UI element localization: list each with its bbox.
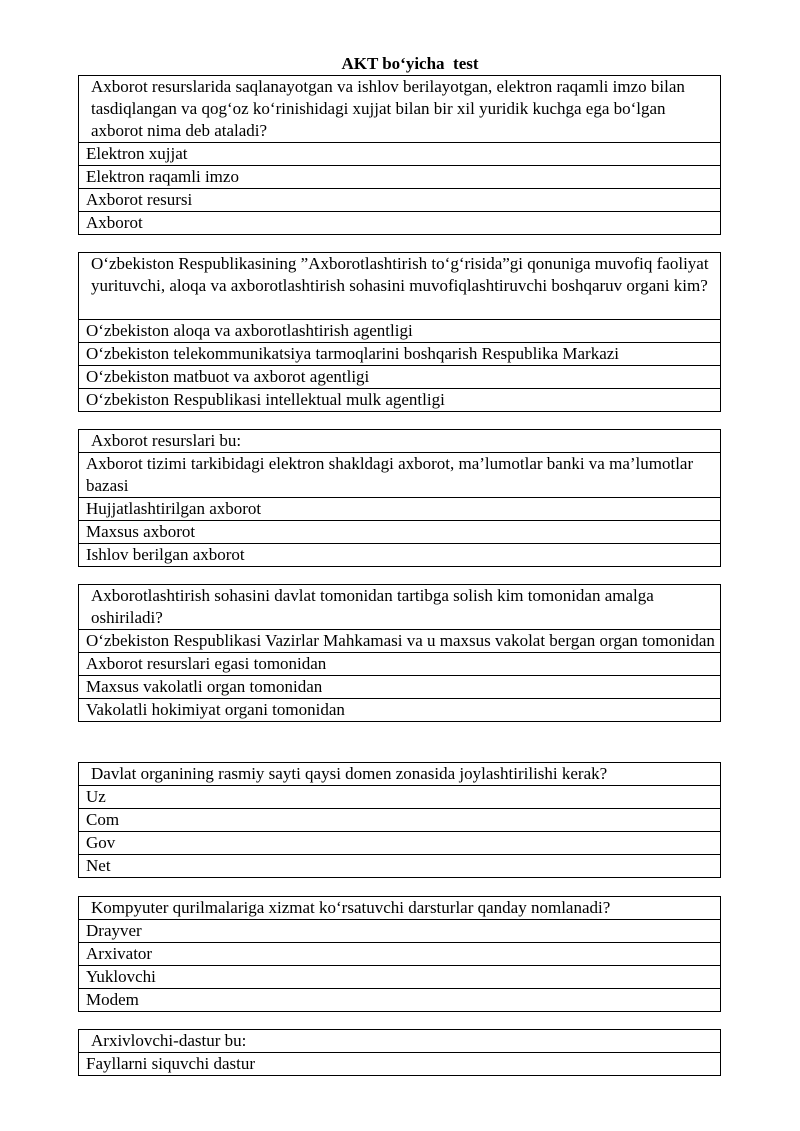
question-table [78, 1029, 721, 1076]
question-block-7 [78, 1029, 721, 1076]
answer-option: Axborot resursi [79, 189, 721, 212]
question-text: O‘zbekiston Respublikasining ”Axborotlashtirish to‘g‘risida”gi qonuniga muvofiq faoliyat yurituvchi, aloqa va axborotlashtirish sohasini muvofiqlashtiruvchi boshqaruv organi kim? [79, 253, 721, 320]
question-block-1 [78, 75, 721, 235]
answer-option: Ishlov berilgan axborot [79, 544, 721, 567]
question-table [78, 252, 721, 412]
question-table [78, 429, 721, 567]
question-table [78, 762, 721, 878]
question-block-4 [78, 584, 721, 722]
question-text: Arxivlovchi-dastur bu: [79, 1030, 721, 1053]
answer-option: O‘zbekiston telekommunikatsiya tarmoqlarini boshqarish Respublika Markazi [79, 343, 721, 366]
question-table [78, 75, 721, 235]
question-text: Axborot resurslarida saqlanayotgan va ishlov berilayotgan, elektron raqamli imzo bilan tasdiqlangan va qog‘oz ko‘rinishidagi xujjat bilan bir xil yuridik kuchga ega bo‘lgan axborot nima deb ataladi? [79, 76, 721, 143]
question-block-6 [78, 896, 721, 1012]
question-block-2 [78, 252, 721, 412]
answer-option: Gov [79, 832, 721, 855]
question-text: Axborot resurslari bu: [79, 430, 721, 453]
answer-option: Axborot [79, 212, 721, 235]
question-block-3 [78, 429, 721, 567]
answer-option: Elektron xujjat [79, 143, 721, 166]
question-text: Davlat organining rasmiy sayti qaysi domen zonasida joylashtirilishi kerak? [79, 763, 721, 786]
answer-option: Fayllarni siquvchi dastur [79, 1053, 721, 1076]
answer-option: O‘zbekiston Respublikasi intellektual mulk agentligi [79, 389, 721, 412]
answer-option: Maxsus axborot [79, 521, 721, 544]
answer-option: Yuklovchi [79, 966, 721, 989]
question-block-5 [78, 762, 721, 878]
answer-option: O‘zbekiston Respublikasi Vazirlar Mahkamasi va u maxsus vakolat bergan organ tomonidan [79, 630, 721, 653]
answer-option: Net [79, 855, 721, 878]
answer-option: Modem [79, 989, 721, 1012]
answer-option: Axborot tizimi tarkibidagi elektron shakldagi axborot, ma’lumotlar banki va ma’lumotlar bazasi [79, 453, 721, 498]
answer-option: Arxivator [79, 943, 721, 966]
question-table [78, 584, 721, 722]
answer-option: Drayver [79, 920, 721, 943]
answer-option: Vakolatli hokimiyat organi tomonidan [79, 699, 721, 722]
answer-option: Com [79, 809, 721, 832]
answer-option: Uz [79, 786, 721, 809]
answer-option: Maxsus vakolatli organ tomonidan [79, 676, 721, 699]
question-text: Axborotlashtirish sohasini davlat tomonidan tartibga solish kim tomonidan amalga oshiriladi? [79, 585, 721, 630]
page-title: AKT bo‘yicha test [341, 54, 479, 73]
question-table [78, 896, 721, 1012]
answer-option: O‘zbekiston aloqa va axborotlashtirish agentligi [79, 320, 721, 343]
answer-option: Elektron raqamli imzo [79, 166, 721, 189]
answer-option: O‘zbekiston matbuot va axborot agentligi [79, 366, 721, 389]
question-text: Kompyuter qurilmalariga xizmat ko‘rsatuvchi darsturlar qanday nomlanadi? [79, 897, 721, 920]
answer-option: Axborot resurslari egasi tomonidan [79, 653, 721, 676]
answer-option: Hujjatlashtirilgan axborot [79, 498, 721, 521]
